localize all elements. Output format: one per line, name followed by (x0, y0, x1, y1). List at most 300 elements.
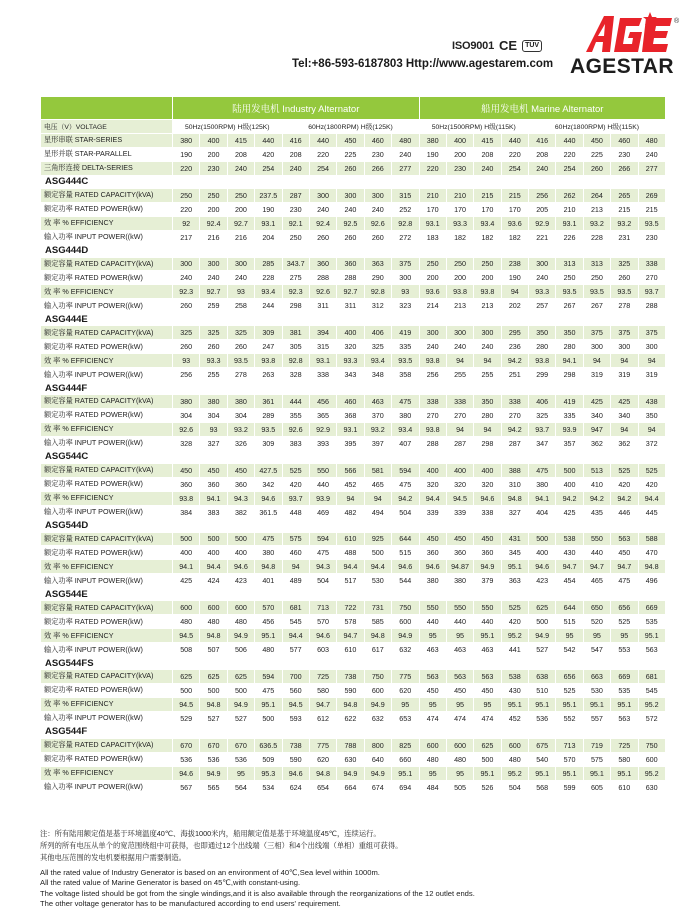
note-cn-line: 其他电压范围的发电机要根据用户需要制造。 (40, 853, 186, 862)
freq-header-industry-50hz: 50Hz(1500RPM) H级(125K) (173, 120, 283, 134)
table-cell: 95.1 (556, 766, 583, 780)
row-label: 效 率 % EFFICIENCY (41, 697, 173, 711)
table-cell: 94 (638, 354, 665, 368)
table-cell: 488 (337, 546, 364, 560)
table-cell: 94.4 (282, 629, 309, 643)
table-cell: 380 (419, 574, 446, 588)
row-label: 额定功率 RATED POWER(kW) (41, 202, 173, 216)
table-cell: 350 (529, 326, 556, 340)
notes-chinese (40, 828, 402, 864)
table-cell: 440 (419, 615, 446, 629)
table-cell: 363 (364, 257, 391, 271)
table-cell: 240 (227, 161, 254, 175)
table-cell: 93.7 (529, 422, 556, 436)
table-cell: 94.9 (529, 629, 556, 643)
table-cell: 202 (501, 299, 528, 313)
table-cell: 440 (474, 615, 501, 629)
table-cell: 93.5 (638, 216, 665, 230)
table-cell: 731 (364, 601, 391, 615)
table-cell: 94.7 (556, 560, 583, 574)
table-cell: 95.2 (501, 766, 528, 780)
table-cell: 288 (309, 271, 336, 285)
table-cell: 266 (364, 161, 391, 175)
table-cell: 545 (282, 615, 309, 629)
table-cell: 460 (364, 133, 391, 147)
table-cell: 383 (282, 436, 309, 450)
table-cell: 94.9 (227, 697, 254, 711)
table-cell: 440 (255, 133, 282, 147)
table-cell: 431 (501, 532, 528, 546)
spec-row (41, 491, 666, 505)
table-cell: 372 (638, 436, 665, 450)
table-cell: 93 (200, 422, 227, 436)
table-cell: 435 (583, 505, 610, 519)
table-cell: 656 (556, 670, 583, 684)
table-cell: 526 (474, 780, 501, 794)
table-cell: 463 (474, 643, 501, 657)
spec-row (41, 285, 666, 299)
table-cell: 251 (501, 368, 528, 382)
table-cell: 319 (638, 368, 665, 382)
table-cell: 92.7 (337, 285, 364, 299)
table-cell: 630 (337, 752, 364, 766)
table-cell: 285 (255, 257, 282, 271)
table-cell: 310 (501, 477, 528, 491)
table-cell: 93.6 (419, 285, 446, 299)
table-cell: 210 (446, 188, 473, 202)
note-en-line: The voltage listed should be got from the single windings,and it is also available through the reorganizations of the 12 outlet ends. (40, 888, 475, 898)
table-cell: 92.9 (529, 216, 556, 230)
table-cell: 240 (529, 161, 556, 175)
model-row (41, 382, 666, 395)
table-cell: 480 (255, 643, 282, 657)
table-cell: 750 (638, 738, 665, 752)
table-cell: 644 (392, 532, 420, 546)
note-en-line: All the rated value of Industry Generator is based on an environment of 40℃,Sea level within 1000m. (40, 868, 380, 877)
table-cell: 500 (227, 683, 254, 697)
row-label: 额定功率 RATED POWER(kW) (41, 477, 173, 491)
table-cell: 287 (446, 436, 473, 450)
table-cell: 93.9 (309, 491, 336, 505)
table-cell: 94.8 (200, 629, 227, 643)
table-cell: 360 (200, 477, 227, 491)
table-cell: 250 (282, 230, 309, 244)
table-cell: 469 (309, 505, 336, 519)
table-cell: 947 (583, 422, 610, 436)
table-cell: 170 (419, 202, 446, 216)
table-cell: 636.5 (255, 738, 282, 752)
table-cell: 277 (392, 161, 420, 175)
table-cell: 92.3 (173, 285, 200, 299)
table-cell: 200 (446, 271, 473, 285)
table-cell: 425 (556, 505, 583, 519)
table-cell: 255 (474, 368, 501, 382)
table-cell: 675 (529, 738, 556, 752)
alternator-spec-table (40, 96, 666, 795)
table-cell: 240 (309, 202, 336, 216)
table-cell: 550 (474, 601, 501, 615)
table-cell: 517 (337, 574, 364, 588)
table-cell: 420 (255, 147, 282, 161)
table-cell: 315 (309, 340, 336, 354)
table-cell: 550 (309, 463, 336, 477)
table-cell: 617 (364, 643, 391, 657)
table-cell: 170 (474, 202, 501, 216)
row-label: 额定功率 RATED POWER(kW) (41, 340, 173, 354)
table-cell: 622 (337, 711, 364, 725)
table-cell: 92.4 (200, 216, 227, 230)
row-label: 额定功率 RATED POWER(kW) (41, 683, 173, 697)
table-cell: 570 (255, 601, 282, 615)
table-cell: 325 (611, 257, 638, 271)
table-cell: 500 (529, 532, 556, 546)
table-cell: 95 (227, 766, 254, 780)
table-cell: 240 (282, 161, 309, 175)
table-cell: 313 (583, 257, 610, 271)
table-cell: 505 (446, 780, 473, 794)
table-cell: 92.4 (309, 216, 336, 230)
table-cell: 383 (200, 505, 227, 519)
table-cell: 300 (227, 257, 254, 271)
table-cell: 474 (474, 711, 501, 725)
table-cell: 260 (309, 230, 336, 244)
table-cell: 450 (419, 683, 446, 697)
model-name: ASG544FS (41, 657, 666, 670)
table-cell: 210 (419, 188, 446, 202)
spec-row (41, 257, 666, 271)
table-cell: 325 (200, 326, 227, 340)
row-label: 效 率 % EFFICIENCY (41, 285, 173, 299)
table-cell: 240 (474, 340, 501, 354)
table-cell: 250 (173, 188, 200, 202)
table-cell: 540 (529, 752, 556, 766)
table-cell: 361.5 (255, 505, 282, 519)
table-cell: 480 (392, 133, 420, 147)
table-cell: 94.2 (583, 491, 610, 505)
table-cell: 94 (611, 422, 638, 436)
table-cell: 93.4 (392, 422, 420, 436)
table-cell: 600 (419, 738, 446, 752)
table-cell: 420 (282, 477, 309, 491)
table-cell: 93.2 (583, 216, 610, 230)
table-cell: 254 (255, 161, 282, 175)
table-cell: 508 (173, 643, 200, 657)
note-cn-line: 注：所有陆用额定值是基于环境温度40℃、海拔1000米内，船用额定值是基于环境温度45℃，连续运行。 (40, 829, 381, 838)
table-cell: 450 (611, 546, 638, 560)
table-cell: 254 (309, 161, 336, 175)
table-cell: 335 (392, 340, 420, 354)
table-cell: 600 (638, 752, 665, 766)
table-cell: 92.3 (282, 285, 309, 299)
table-cell: 529 (173, 711, 200, 725)
table-cell: 215 (501, 188, 528, 202)
table-cell: 379 (474, 574, 501, 588)
table-cell: 250 (446, 257, 473, 271)
table-cell: 625 (227, 670, 254, 684)
iso9001-badge: ISO9001 (452, 39, 495, 52)
table-cell: 170 (501, 202, 528, 216)
model-row (41, 657, 666, 670)
table-cell: 380 (173, 395, 200, 409)
table-cell: 430 (556, 546, 583, 560)
row-label: 额定容量 RATED CAPACITY(kVA) (41, 188, 173, 202)
row-label: 额定容量 RATED CAPACITY(kVA) (41, 601, 173, 615)
row-label: 额定功率 RATED POWER(kW) (41, 615, 173, 629)
table-cell: 278 (227, 368, 254, 382)
table-cell: 380 (255, 546, 282, 560)
table-cell: 208 (474, 147, 501, 161)
table-cell: 93.5 (255, 422, 282, 436)
table-cell: 94.2 (392, 491, 420, 505)
table-cell: 360 (173, 477, 200, 491)
table-cell: 480 (173, 615, 200, 629)
spec-row (41, 670, 666, 684)
table-cell: 94.3 (309, 560, 336, 574)
table-cell: 240 (200, 271, 227, 285)
table-cell: 328 (282, 368, 309, 382)
table-cell: 500 (529, 615, 556, 629)
table-cell: 220 (173, 161, 200, 175)
table-cell: 550 (446, 601, 473, 615)
table-cell: 430 (501, 683, 528, 697)
table-cell: 544 (392, 574, 420, 588)
table-cell: 670 (200, 738, 227, 752)
table-cell: 93.2 (227, 422, 254, 436)
spec-row (41, 643, 666, 657)
table-cell: 585 (364, 615, 391, 629)
table-cell: 95 (446, 629, 473, 643)
table-cell: 343 (337, 368, 364, 382)
table-cell: 681 (638, 670, 665, 684)
table-cell: 625 (474, 738, 501, 752)
table-cell: 925 (364, 532, 391, 546)
table-cell: 94.8 (364, 629, 391, 643)
table-cell: 94.5 (282, 697, 309, 711)
table-cell: 95.1 (556, 697, 583, 711)
table-cell: 480 (446, 752, 473, 766)
table-cell: 563 (638, 643, 665, 657)
table-cell: 520 (583, 615, 610, 629)
note-en-line: All the rated value of Marine Generator is based on 45℃,with constant-using. (40, 878, 301, 888)
table-cell: 380 (419, 133, 446, 147)
table-cell: 93.8 (419, 354, 446, 368)
table-cell: 94 (446, 422, 473, 436)
table-cell: 530 (364, 574, 391, 588)
table-cell: 254 (501, 161, 528, 175)
table-cell: 217 (173, 230, 200, 244)
table-cell: 240 (419, 340, 446, 354)
table-cell: 252 (392, 202, 420, 216)
table-cell: 605 (583, 780, 610, 794)
table-cell: 535 (638, 615, 665, 629)
table-cell: 338 (474, 505, 501, 519)
table-cell: 600 (173, 601, 200, 615)
table-cell: 311 (309, 299, 336, 313)
table-cell: 400 (419, 463, 446, 477)
row-label: 额定容量 RATED CAPACITY(kVA) (41, 738, 173, 752)
ce-mark: CE (499, 38, 518, 53)
table-cell: 94.7 (309, 697, 336, 711)
notes-english (40, 868, 475, 909)
table-cell: 670 (173, 738, 200, 752)
table-cell: 94.9 (474, 560, 501, 574)
table-cell: 320 (474, 477, 501, 491)
table-cell: 625 (529, 601, 556, 615)
table-cell: 400 (556, 477, 583, 491)
table-cell: 563 (611, 711, 638, 725)
table-cell: 94.6 (474, 491, 501, 505)
table-cell: 290 (364, 271, 391, 285)
table-cell: 507 (200, 643, 227, 657)
table-cell: 400 (200, 546, 227, 560)
table-cell: 215 (611, 202, 638, 216)
table-cell: 95.1 (583, 766, 610, 780)
table-cell: 311 (337, 299, 364, 313)
model-name: ASG444C (41, 175, 666, 188)
table-cell: 536 (173, 752, 200, 766)
table-cell: 328 (173, 436, 200, 450)
table-cell: 225 (583, 147, 610, 161)
table-cell: 440 (556, 133, 583, 147)
table-cell: 415 (474, 133, 501, 147)
table-cell: 93.8 (474, 285, 501, 299)
table-cell: 240 (227, 271, 254, 285)
table-cell: 250 (200, 188, 227, 202)
industry-alternator-header: 陆用发电机 Industry Alternator (173, 97, 420, 120)
table-cell: 298 (282, 299, 309, 313)
table-cell: 94.9 (364, 766, 391, 780)
table-cell: 450 (446, 532, 473, 546)
table-cell: 475 (255, 532, 282, 546)
row-label: 输入功率 INPUT POWER((kW) (41, 574, 173, 588)
table-cell: 340 (583, 408, 610, 422)
table-cell: 93.3 (446, 216, 473, 230)
table-cell: 404 (529, 505, 556, 519)
table-cell: 382 (227, 505, 254, 519)
table-cell: 295 (501, 326, 528, 340)
table-cell: 93.7 (638, 285, 665, 299)
table-cell: 93.4 (364, 354, 391, 368)
table-cell: 400 (173, 546, 200, 560)
table-cell: 254 (556, 161, 583, 175)
table-cell: 450 (474, 532, 501, 546)
table-cell: 94 (446, 354, 473, 368)
table-cell: 713 (556, 738, 583, 752)
table-cell: 92.6 (282, 422, 309, 436)
table-cell: 220 (501, 147, 528, 161)
model-row (41, 588, 666, 601)
spec-row (41, 780, 666, 794)
table-cell: 338 (501, 395, 528, 409)
table-cell: 632 (364, 711, 391, 725)
table-cell: 527 (227, 711, 254, 725)
table-cell: 263 (255, 368, 282, 382)
table-cell: 93.8 (419, 422, 446, 436)
table-cell: 93.5 (227, 354, 254, 368)
table-cell: 360 (474, 546, 501, 560)
table-cell: 288 (638, 299, 665, 313)
table-cell: 515 (392, 546, 420, 560)
table-cell: 775 (309, 738, 336, 752)
table-cell: 630 (638, 780, 665, 794)
table-cell: 256 (419, 368, 446, 382)
table-cell: 669 (611, 670, 638, 684)
table-cell: 465 (364, 477, 391, 491)
table-cell: 325 (173, 326, 200, 340)
table-cell: 93.7 (282, 491, 309, 505)
table-cell: 360 (309, 257, 336, 271)
row-label: 额定功率 RATED POWER(kW) (41, 546, 173, 560)
table-cell: 538 (556, 532, 583, 546)
table-cell: 525 (501, 601, 528, 615)
table-cell: 94.5 (173, 697, 200, 711)
table-cell: 190 (501, 271, 528, 285)
table-cell: 463 (419, 643, 446, 657)
table-cell: 375 (611, 326, 638, 340)
table-cell: 640 (364, 752, 391, 766)
table-cell: 360 (337, 257, 364, 271)
table-cell: 94.4 (419, 491, 446, 505)
table-cell: 600 (446, 738, 473, 752)
table-cell: 500 (474, 752, 501, 766)
table-cell: 525 (611, 463, 638, 477)
table-cell: 315 (392, 188, 420, 202)
table-cell: 231 (611, 230, 638, 244)
table-cell: 93 (227, 285, 254, 299)
table-cell: 94.1 (529, 491, 556, 505)
spec-row (41, 683, 666, 697)
voltage-row (41, 133, 666, 147)
table-cell: 287 (501, 436, 528, 450)
table-cell: 94.8 (501, 491, 528, 505)
table-cell: 230 (638, 230, 665, 244)
table-cell: 230 (200, 161, 227, 175)
table-cell: 424 (200, 574, 227, 588)
table-cell: 300 (529, 257, 556, 271)
table-cell: 280 (529, 340, 556, 354)
table-cell: 94.9 (200, 766, 227, 780)
table-cell: 484 (419, 780, 446, 794)
table-cell: 230 (364, 147, 391, 161)
table-cell: 450 (583, 133, 610, 147)
table-cell: 94.9 (392, 629, 420, 643)
table-cell: 454 (556, 574, 583, 588)
table-cell: 500 (227, 532, 254, 546)
table-cell: 95.1 (611, 766, 638, 780)
table-cell: 593 (282, 711, 309, 725)
table-cell: 93.8 (173, 491, 200, 505)
table-cell: 214 (419, 299, 446, 313)
table-cell: 375 (638, 326, 665, 340)
table-cell: 300 (583, 340, 610, 354)
table-cell: 208 (529, 147, 556, 161)
table-cell: 480 (419, 752, 446, 766)
table-cell: 500 (200, 683, 227, 697)
table-cell: 200 (446, 147, 473, 161)
table-cell: 450 (446, 683, 473, 697)
table-cell: 280 (556, 340, 583, 354)
table-cell: 300 (611, 340, 638, 354)
table-cell: 650 (583, 601, 610, 615)
table-cell: 190 (419, 147, 446, 161)
table-cell: 360 (446, 546, 473, 560)
table-cell: 256 (173, 368, 200, 382)
table-cell: 95 (446, 697, 473, 711)
table-cell: 397 (364, 436, 391, 450)
table-cell: 480 (638, 133, 665, 147)
table-cell: 441 (501, 643, 528, 657)
table-cell: 94.6 (309, 629, 336, 643)
